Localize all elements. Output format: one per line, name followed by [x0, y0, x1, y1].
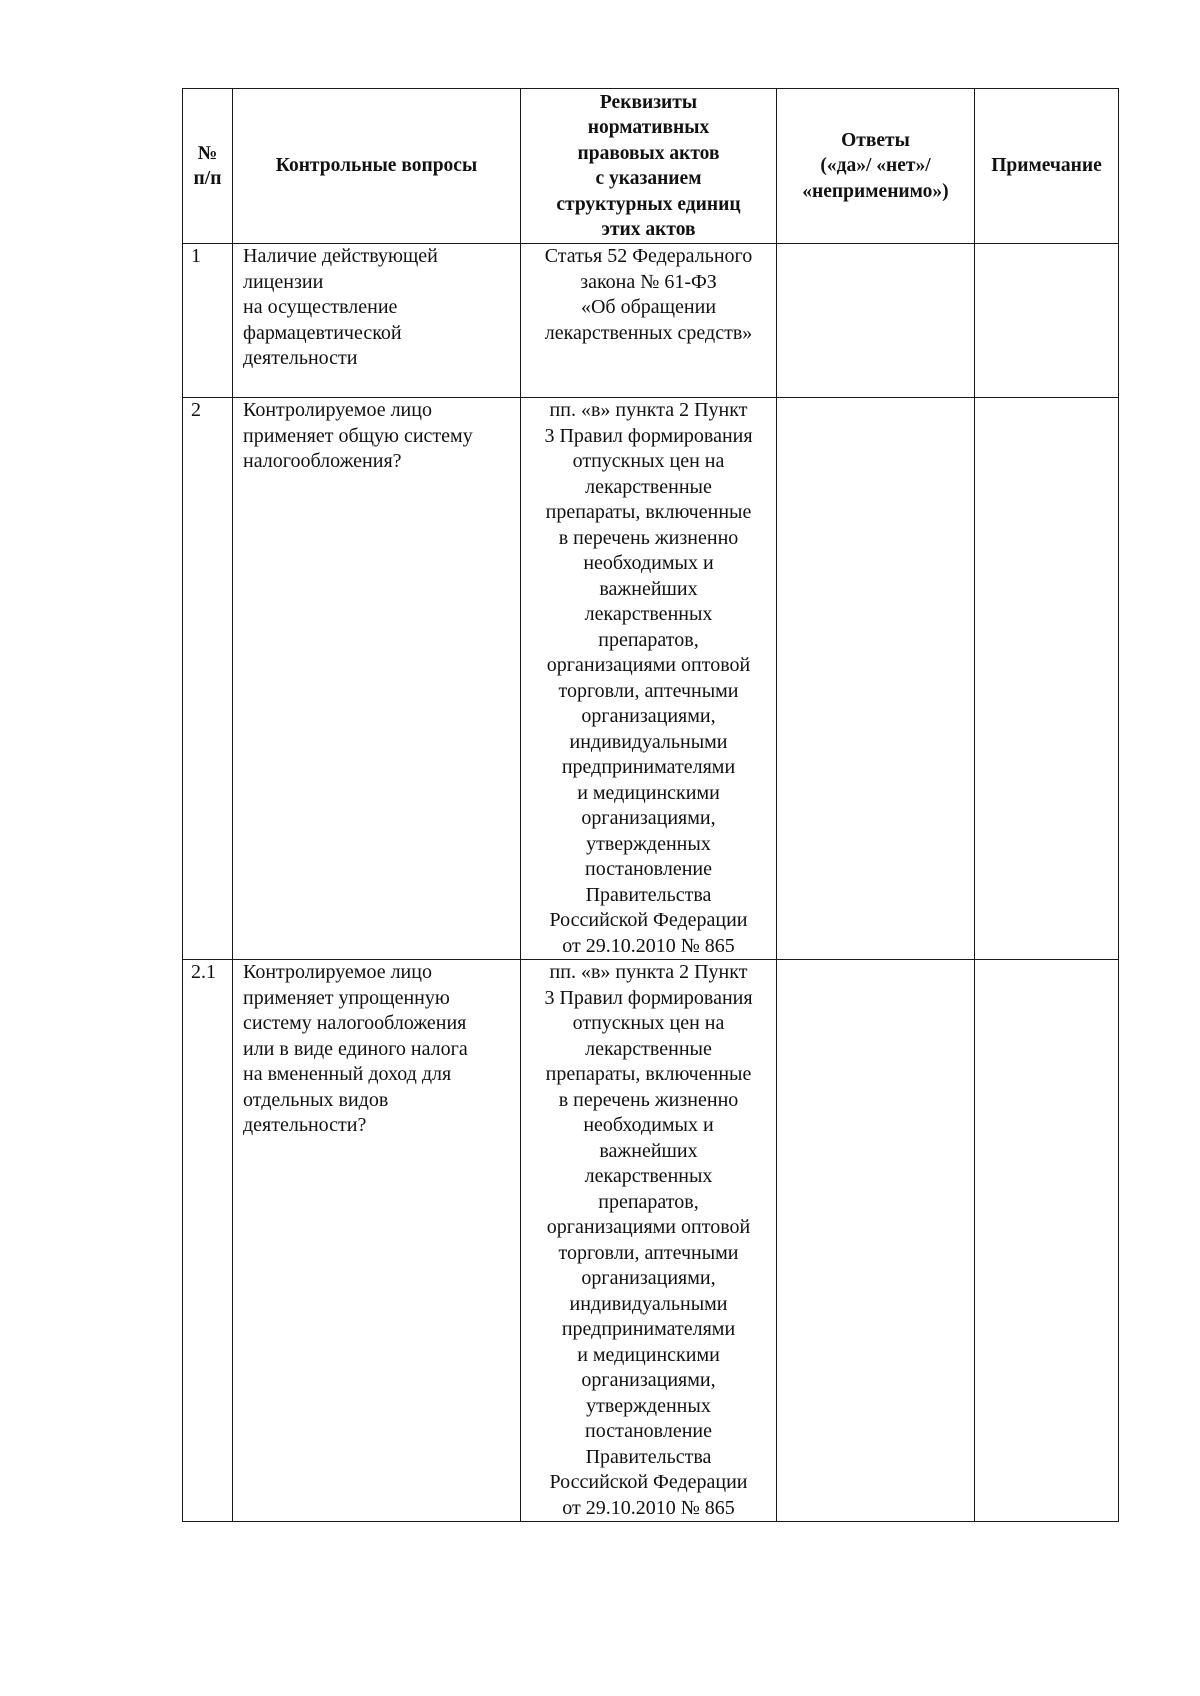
reference-line: в перечень жизненно [558, 1088, 739, 1111]
header-notes: Примечание [975, 89, 1119, 244]
reference-line: организациями, [581, 807, 716, 829]
reference-line: «Об обращении [580, 296, 717, 318]
reference-line: торговли, аптечными [558, 1241, 739, 1264]
header-references-line: Реквизиты [599, 91, 698, 113]
header-references-line: нормативных [587, 117, 710, 138]
table-header-row [183, 89, 1119, 244]
header-references-line: с указанием [595, 168, 702, 189]
legal-reference [521, 398, 777, 960]
reference-line: 3 Правил формирования [544, 424, 753, 447]
question-line: на вмененный доход для [243, 1063, 452, 1085]
reference-line: отпускных цен на [572, 1012, 725, 1034]
note-cell[interactable] [975, 960, 1119, 1522]
legal-reference [521, 244, 777, 398]
header-references-line: этих актов [601, 219, 696, 240]
control-question [233, 398, 521, 960]
table-row [183, 398, 1119, 960]
reference-line: и медицинскими [577, 781, 720, 804]
reference-line: индивидуальными [569, 1292, 728, 1315]
reference-line: индивидуальными [569, 730, 728, 753]
reference-line: закона № 61-ФЗ [580, 270, 717, 293]
header-num-line: п/п [193, 168, 222, 189]
reference-line: торговли, аптечными [558, 679, 739, 702]
header-references-line: структурных единиц [556, 193, 741, 215]
reference-line: отпускных цен на [572, 450, 725, 472]
reference-line: пп. «в» пункта 2 Пункт [549, 961, 748, 983]
reference-line: организациями, [581, 1369, 716, 1391]
reference-line: необходимых и [583, 1114, 714, 1136]
row-number: 2.1 [183, 960, 233, 1522]
reference-line: постановление [585, 1420, 712, 1442]
question-line: Контролируемое лицо [243, 961, 432, 983]
control-question [233, 960, 521, 1522]
question-line: Контролируемое лицо [243, 399, 432, 421]
reference-line: важнейших [599, 577, 698, 600]
reference-line: утвержденных [586, 1394, 711, 1417]
header-questions: Контрольные вопросы [233, 89, 521, 244]
row-number: 1 [183, 244, 233, 398]
reference-line: организациями оптовой [546, 654, 751, 676]
reference-line: Правительства [585, 1445, 712, 1468]
reference-line: препараты, включенные [545, 1063, 752, 1085]
question-line: на осуществление [243, 296, 398, 318]
reference-line: лекарственных [584, 603, 713, 625]
reference-line: необходимых и [583, 552, 714, 574]
question-line: применяет упрощенную [243, 986, 450, 1009]
header-answers-line: «неприменимо») [802, 180, 949, 202]
question-line: деятельности? [243, 1114, 367, 1136]
reference-line: в перечень жизненно [558, 526, 739, 549]
reference-line: и медицинскими [577, 1343, 720, 1366]
control-question [233, 244, 521, 398]
question-line: деятельности [243, 347, 358, 369]
header-answers [777, 89, 975, 244]
reference-line: постановление [585, 858, 712, 880]
reference-line: лекарственных [584, 1165, 713, 1187]
header-references-line: правовых актов [577, 142, 720, 164]
header-answers-line: («да»/ «нет»/ [820, 155, 931, 177]
reference-line: Российской Федерации [549, 1471, 748, 1493]
reference-line: организациями, [581, 1267, 716, 1289]
reference-line: 3 Правил формирования [544, 986, 753, 1009]
header-num [183, 89, 233, 244]
reference-line: Статья 52 Федерального [544, 245, 753, 267]
question-line: лицензии [243, 270, 324, 293]
reference-line: препаратов, [598, 1190, 699, 1213]
reference-line: лекарственные [585, 475, 712, 498]
legal-reference [521, 960, 777, 1522]
checklist-table [182, 88, 1119, 1522]
reference-line: предпринимателями [561, 756, 736, 778]
reference-line: Правительства [585, 883, 712, 906]
reference-line: лекарственных средств» [544, 321, 753, 344]
reference-line: препаратов, [598, 628, 699, 651]
reference-line: Российской Федерации [549, 909, 748, 931]
question-line: или в виде единого налога [243, 1037, 468, 1060]
reference-line: от 29.10.2010 № 865 [562, 1496, 735, 1519]
reference-line: препараты, включенные [545, 501, 752, 523]
reference-line: организациями оптовой [546, 1216, 751, 1238]
reference-line: организациями, [581, 705, 716, 727]
note-cell[interactable] [975, 398, 1119, 960]
reference-line: важнейших [599, 1139, 698, 1162]
reference-line: пп. «в» пункта 2 Пункт [549, 399, 748, 421]
header-answers-line: Ответы [841, 129, 910, 151]
answer-cell[interactable] [777, 398, 975, 960]
table-row [183, 960, 1119, 1522]
header-num-line: № [197, 142, 218, 164]
question-line: отдельных видов [243, 1088, 389, 1111]
header-references [521, 89, 777, 244]
question-line: Наличие действующей [243, 245, 438, 267]
question-line: фармацевтической [243, 321, 402, 344]
question-line: налогообложения? [243, 450, 402, 472]
answer-cell[interactable] [777, 244, 975, 398]
question-line: систему налогообложения [243, 1012, 467, 1034]
reference-line: от 29.10.2010 № 865 [562, 934, 735, 957]
answer-cell[interactable] [777, 960, 975, 1522]
question-line: применяет общую систему [243, 424, 473, 447]
note-cell[interactable] [975, 244, 1119, 398]
row-number: 2 [183, 398, 233, 960]
reference-line: предпринимателями [561, 1318, 736, 1340]
reference-line: лекарственные [585, 1037, 712, 1060]
table-row [183, 244, 1119, 398]
reference-line: утвержденных [586, 832, 711, 855]
